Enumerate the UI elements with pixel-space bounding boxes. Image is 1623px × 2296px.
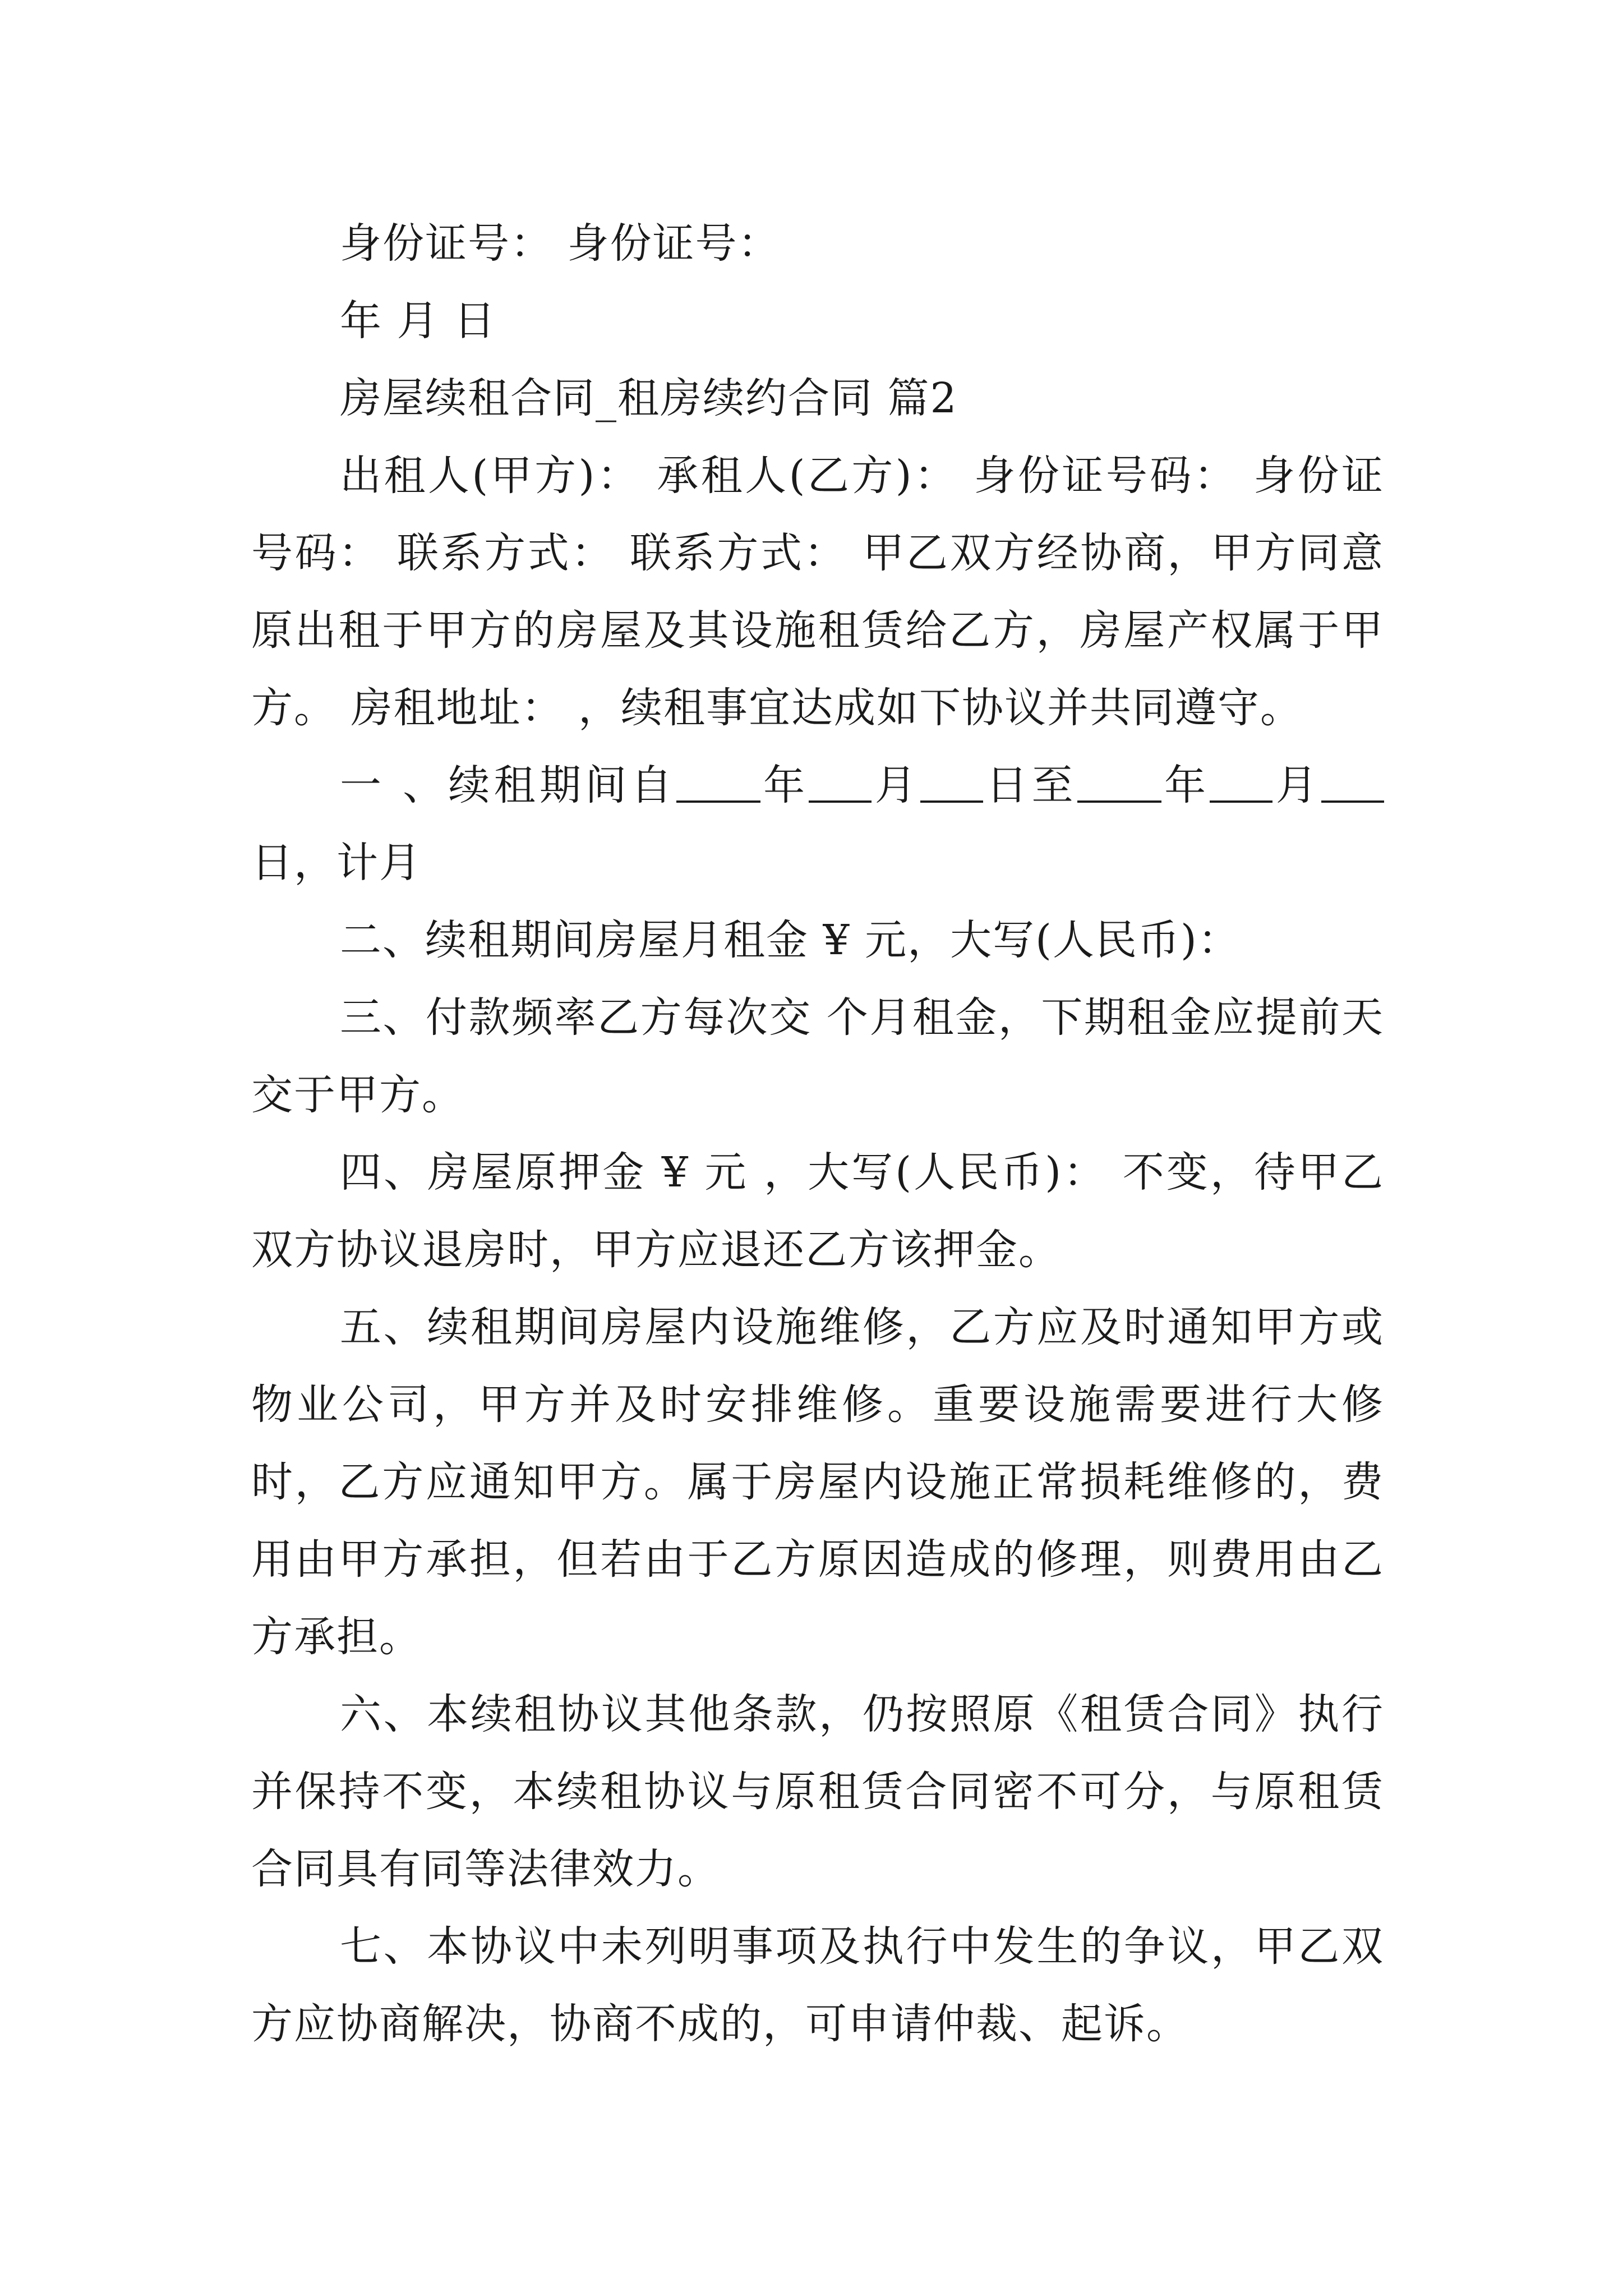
clause-1-year-2: 年: [1161, 761, 1210, 809]
blank-year-start: [676, 761, 760, 803]
blank-day-start: [920, 761, 983, 803]
clause-4: 四、房屋原押金 ¥ 元 ，大写(人民币)： 不变，待甲乙双方协议退房时，甲方应退还乙方该押金。: [251, 1148, 1384, 1274]
blank-day-end: [1321, 761, 1384, 803]
clause-3: 三、付款频率乙方每次交 个月租金，下期租金应提前天交于甲方。: [251, 993, 1384, 1119]
id-number-line: 身份证号： 身份证号：: [340, 219, 781, 268]
clause-1-day-1: 日至: [983, 761, 1077, 809]
parties-paragraph: 出租人(甲方)： 承租人(乙方)： 身份证号码： 身份证号码： 联系方式： 联系方式： 甲乙双方经协商，甲方同意原出租于甲方的房屋及其设施租赁给乙方，房屋产权属于甲方。 房租地址： ，续租事宜达成如下协议并共同遵守。: [251, 452, 1384, 732]
clause-1: [251, 747, 1384, 901]
clause-5: 五、续租期间房屋内设施维修，乙方应及时通知甲方或物业公司，甲方并及时安排维修。重要设施需要进行大修时，乙方应通知甲方。属于房屋内设施正常损耗维修的，费用由甲方承担，但若由于乙方原因造成的修理，则费用由乙方承担。: [251, 1303, 1384, 1661]
section-title: 房屋续租合同_租房续约合同 篇2: [340, 374, 958, 422]
clause-1-suffix: 日，计月: [251, 839, 422, 887]
clause-1-month-2: 月: [1272, 761, 1322, 809]
clause-1-month-1: 月: [872, 761, 920, 809]
clause-1-year-1: 年: [760, 761, 809, 809]
document-body: [251, 205, 1384, 2063]
blank-month-end: [1210, 761, 1272, 803]
clause-7: 七、本协议中未列明事项及执行中发生的争议，甲乙双方应协商解决，协商不成的，可申请仲裁、起诉。: [251, 1922, 1384, 2048]
clause-1-prefix: 一 、续租期间自: [340, 761, 676, 809]
clause-2: 二、续租期间房屋月租金 ¥ 元，大写(人民币)：: [340, 916, 1241, 964]
blank-year-end: [1077, 761, 1161, 803]
clause-6: 六、本续租协议其他条款，仍按照原《租赁合同》执行并保持不变，本续租协议与原租赁合同密不可分，与原租赁合同具有同等法律效力。: [251, 1690, 1384, 1893]
blank-month-start: [809, 761, 872, 803]
date-line: 年 月 日: [340, 297, 497, 345]
